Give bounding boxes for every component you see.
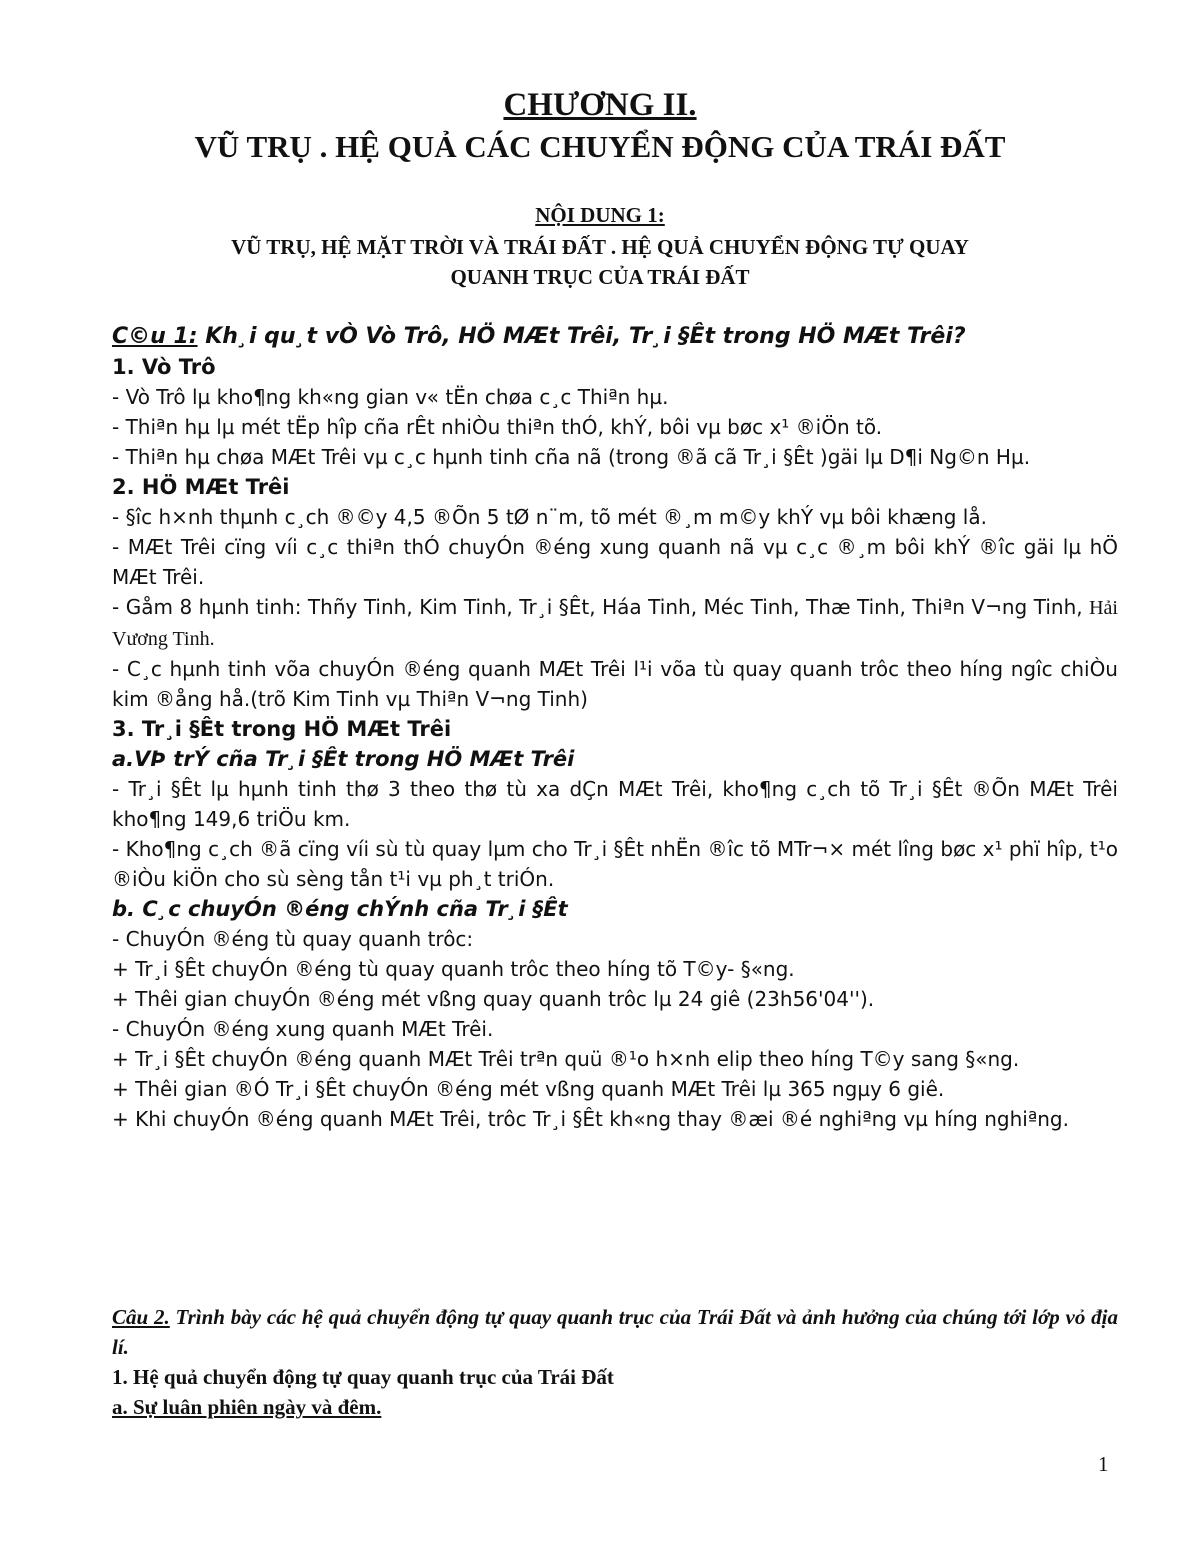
subsection-3b-title: b. C¸c chuyÓn ®éng chÝnh cña Tr¸i §Êt	[112, 897, 568, 921]
subsection-2-title: 2. HÖ MÆt Trêi	[112, 475, 290, 499]
paragraph: - Tr¸i §Êt lµ hµnh tinh thø 3 theo thø tù xa dÇn MÆt Trêi, kho¶ng c¸ch tõ Tr¸i §Êt ®Õn MÆt Trêi kho¶ng 149,6 triÖu km.	[112, 777, 1118, 831]
subsection-3a-title: a.VÞ trÝ cña Tr¸i §Êt trong HÖ MÆt Trêi	[112, 747, 575, 771]
paragraph: - C¸c hµnh tinh võa chuyÓn ®éng quanh MÆt Trêi l¹i võa tù quay quanh trôc theo híng ngîc chiÒu kim ®ång hå.(trõ Kim Tinh vµ Thiªn V¬ng Tinh)	[112, 657, 1118, 711]
question-2-label: Câu 2.	[112, 1305, 170, 1329]
question-1-text: Kh¸i qu¸t vÒ Vò Trô, HÖ MÆt Trêi, Tr¸i §Êt trong HÖ MÆt Trêi?	[197, 324, 966, 349]
question-2-subheading: 1. Hệ quả chuyển động tự quay quanh trục của Trái Đất	[112, 1365, 614, 1389]
page-number: 1	[1098, 1452, 1109, 1476]
question-2-heading	[112, 1302, 1118, 1362]
paragraph: + Thêi gian ®Ó Tr¸i §Êt chuyÓn ®éng mét vßng quanh MÆt Trêi lµ 365 ngµy 6 giê.	[112, 1077, 945, 1101]
subsection-1-title: 1. Vò Trô	[112, 355, 216, 379]
chapter-number: CHƯƠNG II.	[503, 87, 697, 123]
question-1-label: C©u 1:	[112, 324, 198, 349]
paragraph: - §îc h×nh thµnh c¸ch ®©y 4,5 ®Õn 5 tØ n¨m, tõ mét ®¸m m©y khÝ vµ bôi khæng lå.	[112, 505, 987, 529]
chapter-heading	[0, 86, 1200, 124]
planet-list-text: - Gåm 8 hµnh tinh: Thñy Tinh, Kim Tinh, Tr¸i §Êt, Háa Tinh, Méc Tinh, Thæ Tinh, Thiªn V¬ng Tinh,	[112, 595, 1090, 619]
paragraph: + Thêi gian chuyÓn ®éng mét vßng quay quanh trôc lµ 24 giê (23h56'04'').	[112, 987, 875, 1011]
paragraph: + Khi chuyÓn ®éng quanh MÆt Trêi, trôc Tr¸i §Êt kh«ng thay ®æi ®é nghiªng vµ híng nghiªng.	[112, 1107, 1069, 1131]
section-title	[80, 232, 1120, 292]
question-2-block	[112, 1302, 1118, 1422]
planet-list-tail: Hải Vương Tinh.	[112, 597, 1118, 650]
question-2-text: Trình bày các hệ quả chuyển động tự quay quanh trục của Trái Đất và ảnh hưởng của chúng tới lớp vỏ địa lí.	[112, 1305, 1118, 1359]
paragraph: - ChuyÓn ®éng xung quanh MÆt Trêi.	[112, 1017, 494, 1041]
paragraph: - Thiªn hµ chøa MÆt Trêi vµ c¸c hµnh tinh cña nã (trong ®ã cã Tr¸i §Êt )gäi lµ D¶i Ng©n Hµ.	[112, 445, 1031, 469]
chapter-title: VŨ TRỤ . HỆ QUẢ CÁC CHUYỂN ĐỘNG CỦA TRÁI ĐẤT	[194, 129, 1006, 164]
paragraph: - Vò Trô lµ kho¶ng kh«ng gian v« tËn chøa c¸c Thiªn hµ.	[112, 385, 669, 409]
paragraph: + Tr¸i §Êt chuyÓn ®éng tù quay quanh trôc theo híng tõ T©y- §«ng.	[112, 957, 795, 981]
section-title-line-1: VŨ TRỤ, HỆ MẶT TRỜI VÀ TRÁI ĐẤT . HỆ QUẢ CHUYỂN ĐỘNG TỰ QUAY	[231, 235, 969, 259]
question-1-block	[112, 322, 1118, 1134]
question-1-heading	[112, 322, 1118, 352]
paragraph: + Tr¸i §Êt chuyÓn ®éng quanh MÆt Trêi trªn quü ®¹o h×nh elip theo híng T©y sang §«ng.	[112, 1047, 1020, 1071]
paragraph: - Kho¶ng c¸ch ®ã cïng víi sù tù quay lµm cho Tr¸i §Êt nhËn ®îc tõ MTr¬× mét lîng bøc x¹ phï hîp, t¹o ®iÒu kiÖn cho sù sèng tån t¹i vµ ph¸t triÓn.	[112, 837, 1118, 891]
section-label: NỘI DUNG 1:	[535, 203, 665, 227]
paragraph: - Thiªn hµ lµ mét tËp hîp cña rÊt nhiÒu thiªn thÓ, khÝ, bôi vµ bøc x¹ ®iÖn tõ.	[112, 415, 883, 439]
section-title-line-2: QUANH TRỤC CỦA TRÁI ĐẤT	[450, 265, 750, 289]
paragraph: - MÆt Trêi cïng víi c¸c thiªn thÓ chuyÓn ®éng xung quanh nã vµ c¸c ®¸m bôi khÝ ®îc gäi lµ hÖ MÆt Trêi.	[112, 535, 1118, 589]
paragraph	[112, 592, 1118, 654]
question-2-subheading-a: a. Sự luân phiên ngày và đêm.	[112, 1395, 382, 1419]
subsection-3-title: 3. Tr¸i §Êt trong HÖ MÆt Trêi	[112, 717, 452, 741]
paragraph: - ChuyÓn ®éng tù quay quanh trôc:	[112, 927, 474, 951]
